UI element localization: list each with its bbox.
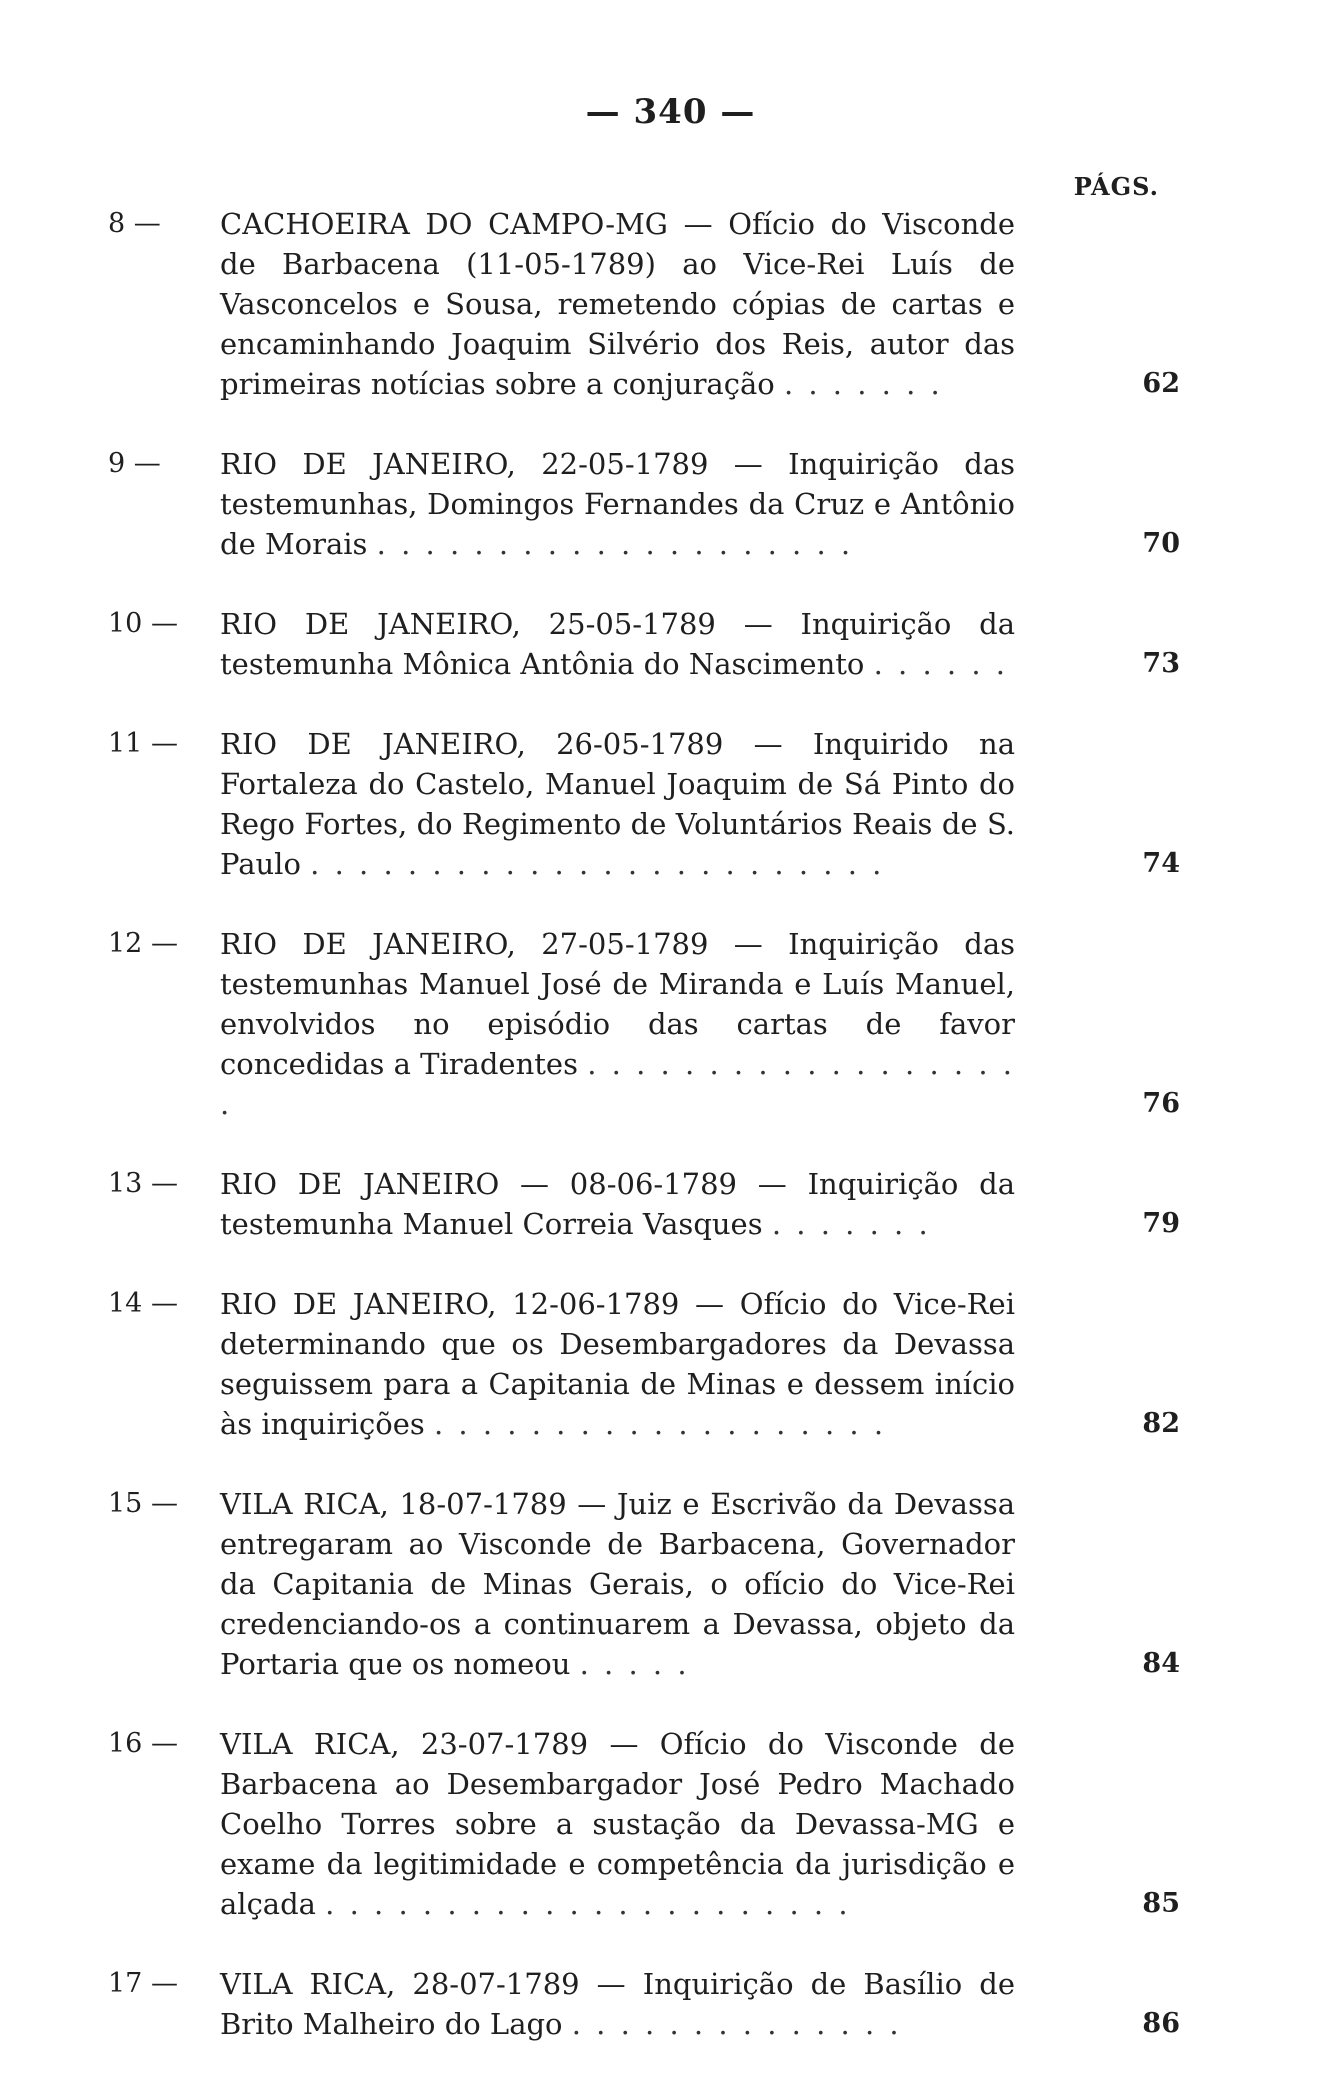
entry-text [220,1964,1015,2044]
toc-entry [0,604,1341,684]
entry-number: 17 — [108,1968,178,1999]
dot-leader: . . . . . . . [771,1207,931,1241]
entry-text [220,204,1015,404]
toc-entry [0,1164,1341,1244]
entry-number: 13 — [108,1168,178,1199]
entry-description: VILA RICA, 28-07-1789 — Inquirição de Basílio de Brito Malheiro do Lago [220,1967,1015,2041]
entry-number: 8 — [108,208,161,239]
entry-page-number: 84 [1142,1648,1180,1679]
entry-page-number: 82 [1142,1408,1180,1439]
entry-description: RIO DE JANEIRO, 27-05-1789 — Inquirição das testemunhas Manuel José de Miranda e Luís Manuel, envolvidos no episódio das cartas de favor concedidas a Tiradentes [220,927,1015,1081]
entry-text [220,1164,1015,1244]
dot-leader: . . . . . [579,1647,690,1681]
toc-entry [0,444,1341,564]
entry-number: 11 — [108,728,178,759]
entry-number: 14 — [108,1288,178,1319]
toc-entry [0,1724,1341,1924]
entry-description: RIO DE JANEIRO, 25-05-1789 — Inquirição da testemunha Mônica Antônia do Nascimento [220,607,1015,681]
entry-description: VILA RICA, 18-07-1789 — Juiz e Escrivão da Devassa entregaram ao Visconde de Barbacena, Governador da Capitania de Minas Gerais, o ofício do Vice-Rei credenciando-os a continuarem a Devassa, objeto da Portaria que os nomeou [220,1487,1015,1681]
dot-leader: . . . . . . . . . . . . . . . . . . . . [376,527,854,561]
entry-description: RIO DE JANEIRO, 26-05-1789 — Inquirido na Fortaleza do Castelo, Manuel Joaquim de Sá Pinto do Rego Fortes, do Regimento de Voluntários Reais de S. Paulo [220,727,1015,881]
toc-entry [0,1284,1341,1444]
entry-number: 12 — [108,928,178,959]
dot-leader: . . . . . . . . . . . . . . . . . . . . . . . . [310,847,885,881]
entry-number: 9 — [108,448,161,479]
entry-description: VILA RICA, 23-07-1789 — Ofício do Visconde de Barbacena ao Desembargador José Pedro Machado Coelho Torres sobre a sustação da Devassa-MG e exame da legitimidade e competência da jurisdição e alçada [220,1727,1015,1921]
entry-description: CACHOEIRA DO CAMPO-MG — Ofício do Visconde de Barbacena (11-05-1789) ao Vice-Rei Luís de Vasconcelos e Sousa, remetendo cópias de cartas e encaminhando Joaquim Silvério dos Reis, autor das primeiras notícias sobre a conjuração [220,207,1015,401]
dot-leader: . . . . . . . . . . . . . . . . . . . [433,1407,887,1441]
entry-number: 16 — [108,1728,178,1759]
table-of-contents [0,204,1341,2084]
pages-column-label: PÁGS. [1073,172,1159,201]
entry-page-number: 76 [1142,1088,1180,1119]
page-number: — 340 — [585,92,756,132]
entry-page-number: 62 [1142,368,1180,399]
entry-description: RIO DE JANEIRO — 08-06-1789 — Inquirição da testemunha Manuel Correia Vasques [220,1167,1015,1241]
dot-leader: . . . . . . . . . . . . . . . . . . . . . . [325,1887,851,1921]
toc-entry [0,924,1341,1124]
dot-leader: . . . . . . . . . . . . . . [571,2007,902,2041]
toc-entry [0,1484,1341,1684]
entry-page-number: 85 [1142,1888,1180,1919]
entry-text [220,1484,1015,1684]
entry-text [220,924,1015,1124]
entry-number: 15 — [108,1488,178,1519]
toc-entry [0,204,1341,404]
entry-page-number: 73 [1142,648,1180,679]
entry-text [220,724,1015,884]
entry-number: 10 — [108,608,178,639]
entry-text [220,604,1015,684]
entry-description: RIO DE JANEIRO, 12-06-1789 — Ofício do Vice-Rei determinando que os Desembargadores da Devassa seguissem para a Capitania de Minas e dessem início às inquirições [220,1287,1015,1441]
entry-page-number: 70 [1142,528,1180,559]
entry-text [220,1724,1015,1924]
dot-leader: . . . . . . . [783,367,943,401]
entry-description: RIO DE JANEIRO, 22-05-1789 — Inquirição das testemunhas, Domingos Fernandes da Cruz e Antônio de Morais [220,447,1015,561]
entry-page-number: 86 [1142,2008,1180,2039]
dot-leader: . . . . . . . . . . . . . . . . . . . [220,1047,1016,1121]
toc-entry [0,1964,1341,2044]
entry-text [220,1284,1015,1444]
entry-page-number: 79 [1142,1208,1180,1239]
toc-entry [0,724,1341,884]
entry-text [220,444,1015,564]
dot-leader: . . . . . . [873,647,1008,681]
entry-page-number: 74 [1142,848,1180,879]
